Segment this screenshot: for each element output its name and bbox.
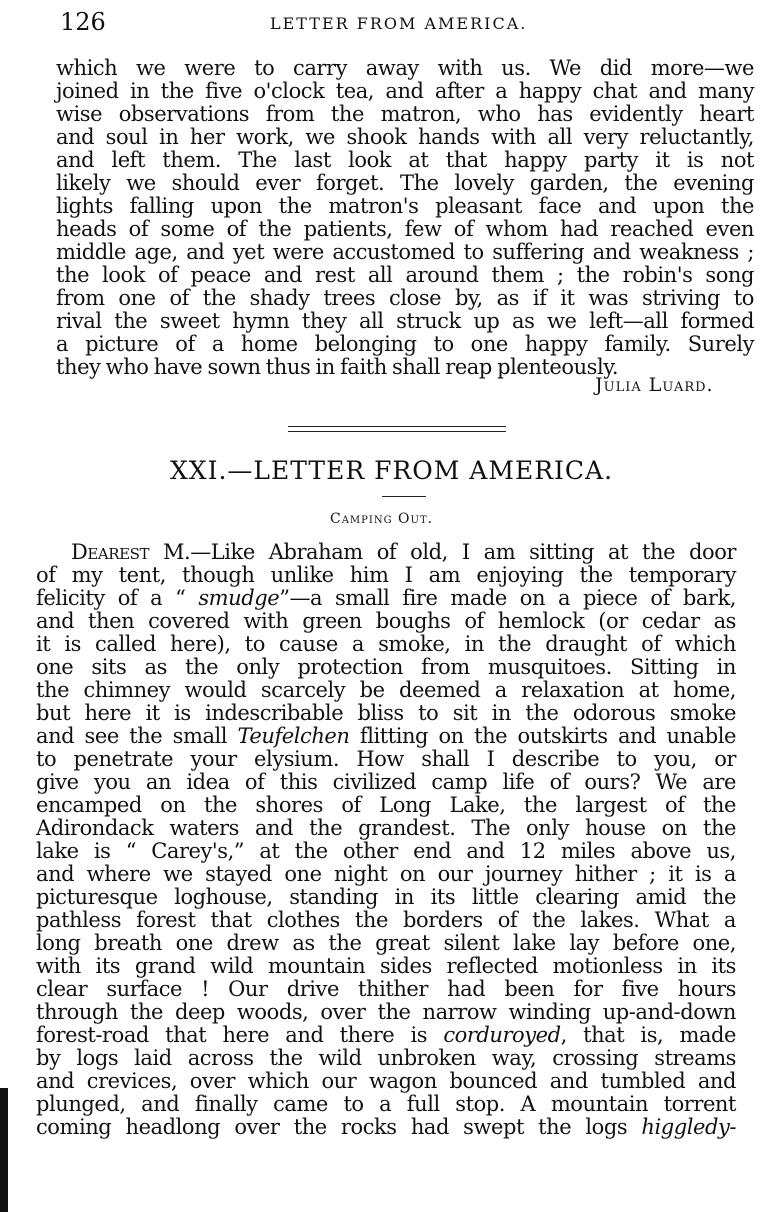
running-head: [60, 8, 750, 38]
text-line: and left them. The last look at that happy party it is not: [56, 148, 754, 172]
page-edge-shadow: [0, 1088, 8, 1212]
text-line: and then covered with green boughs of hemlock (or cedar as: [36, 609, 736, 633]
page-number: 126: [60, 8, 106, 36]
text-line: middle age, and yet were accustomed to suffering and weakness ;: [56, 240, 754, 264]
text-line: clear surface ! Our drive thither had been for five hours: [36, 977, 736, 1001]
text-line: and see the small Teufelchen flitting on the outskirts and unable: [36, 724, 736, 748]
text-line: the chimney would scarcely be deemed a relaxation at home,: [36, 678, 736, 702]
text-line: which we were to carry away with us. We did more—we: [56, 56, 754, 80]
running-title: LETTER FROM AMERICA.: [270, 14, 528, 33]
text-line: with its grand wild mountain sides reflected motionless in its: [36, 954, 736, 978]
section-divider-top: [288, 426, 506, 427]
text-line: give you an idea of this civilized camp life of ours? We are: [36, 770, 736, 794]
section-divider-bottom: [288, 431, 506, 432]
text-line: it is called here), to cause a smoke, in the draught of which: [36, 632, 736, 656]
text-line: coming headlong over the rocks had swept the logs higgledy-: [36, 1115, 736, 1139]
text-line: one sits as the only protection from musquitoes. Sitting in: [36, 655, 736, 679]
text-line: forest-road that here and there is corduroyed, that is, made: [36, 1023, 736, 1047]
text-line: lake is “ Carey's,” at the other end and 12 miles above us,: [36, 839, 736, 863]
article-subtitle: Camping Out.: [330, 511, 434, 527]
continuation-paragraph: [56, 57, 754, 379]
text-line: rival the sweet hymn they all struck up as we left—all formed: [56, 309, 754, 333]
text-line: felicity of a “ smudge”—a small fire made on a piece of bark,: [36, 586, 736, 610]
text-line: pathless forest that clothes the borders of the lakes. What a: [36, 908, 736, 932]
article-title: XXI.—LETTER FROM AMERICA.: [170, 456, 614, 485]
text-line: the look of peace and rest all around them ; the robin's song: [56, 263, 754, 287]
text-line: plunged, and finally came to a full stop. A mountain torrent: [36, 1092, 736, 1116]
title-rule: [382, 496, 426, 497]
letter-body: [36, 541, 736, 1139]
text-line: Adirondack waters and the grandest. The only house on the: [36, 816, 736, 840]
text-line: of my tent, though unlike him I am enjoying the temporary: [36, 563, 736, 587]
first-line-text: —Like Abraham of old, I am sitting at the door: [190, 540, 736, 564]
text-line: encamped on the shores of Long Lake, the largest of the: [36, 793, 736, 817]
text-line: heads of some of the patients, few of whom had reached even: [56, 217, 754, 241]
text-line: to penetrate your elysium. How shall I describe to you, or: [36, 747, 736, 771]
text-line: and crevices, over which our wagon bounced and tumbled and: [36, 1069, 736, 1093]
text-line: by logs laid across the wild unbroken way, crossing streams: [36, 1046, 736, 1070]
text-line: a picture of a home belonging to one happy family. Surely: [56, 332, 754, 356]
text-line-first: [36, 541, 736, 564]
text-line: long breath one drew as the great silent lake lay before one,: [36, 931, 736, 955]
text-line: they who have sown thus in faith shall reap plenteously.: [56, 355, 619, 379]
text-line: but here it is indescribable bliss to sit in the odorous smoke: [36, 701, 736, 725]
text-line: through the deep woods, over the narrow winding up-and-down: [36, 1000, 736, 1024]
text-line: and where we stayed one night on our journey hither ; it is a: [36, 862, 736, 886]
author-signature: Julia Luard.: [595, 374, 714, 396]
text-line: lights falling upon the matron's pleasant face and upon the: [56, 194, 754, 218]
salutation: Dearest M.: [71, 540, 191, 564]
text-line: from one of the shady trees close by, as if it was striving to: [56, 286, 754, 310]
text-line: picturesque loghouse, standing in its little clearing amid the: [36, 885, 736, 909]
text-line: joined in the five o'clock tea, and after a happy chat and many: [56, 79, 754, 103]
text-line: likely we should ever forget. The lovely garden, the evening: [56, 171, 754, 195]
text-line: wise observations from the matron, who has evidently heart: [56, 102, 754, 126]
text-line: and soul in her work, we shook hands with all very reluctantly,: [56, 125, 754, 149]
